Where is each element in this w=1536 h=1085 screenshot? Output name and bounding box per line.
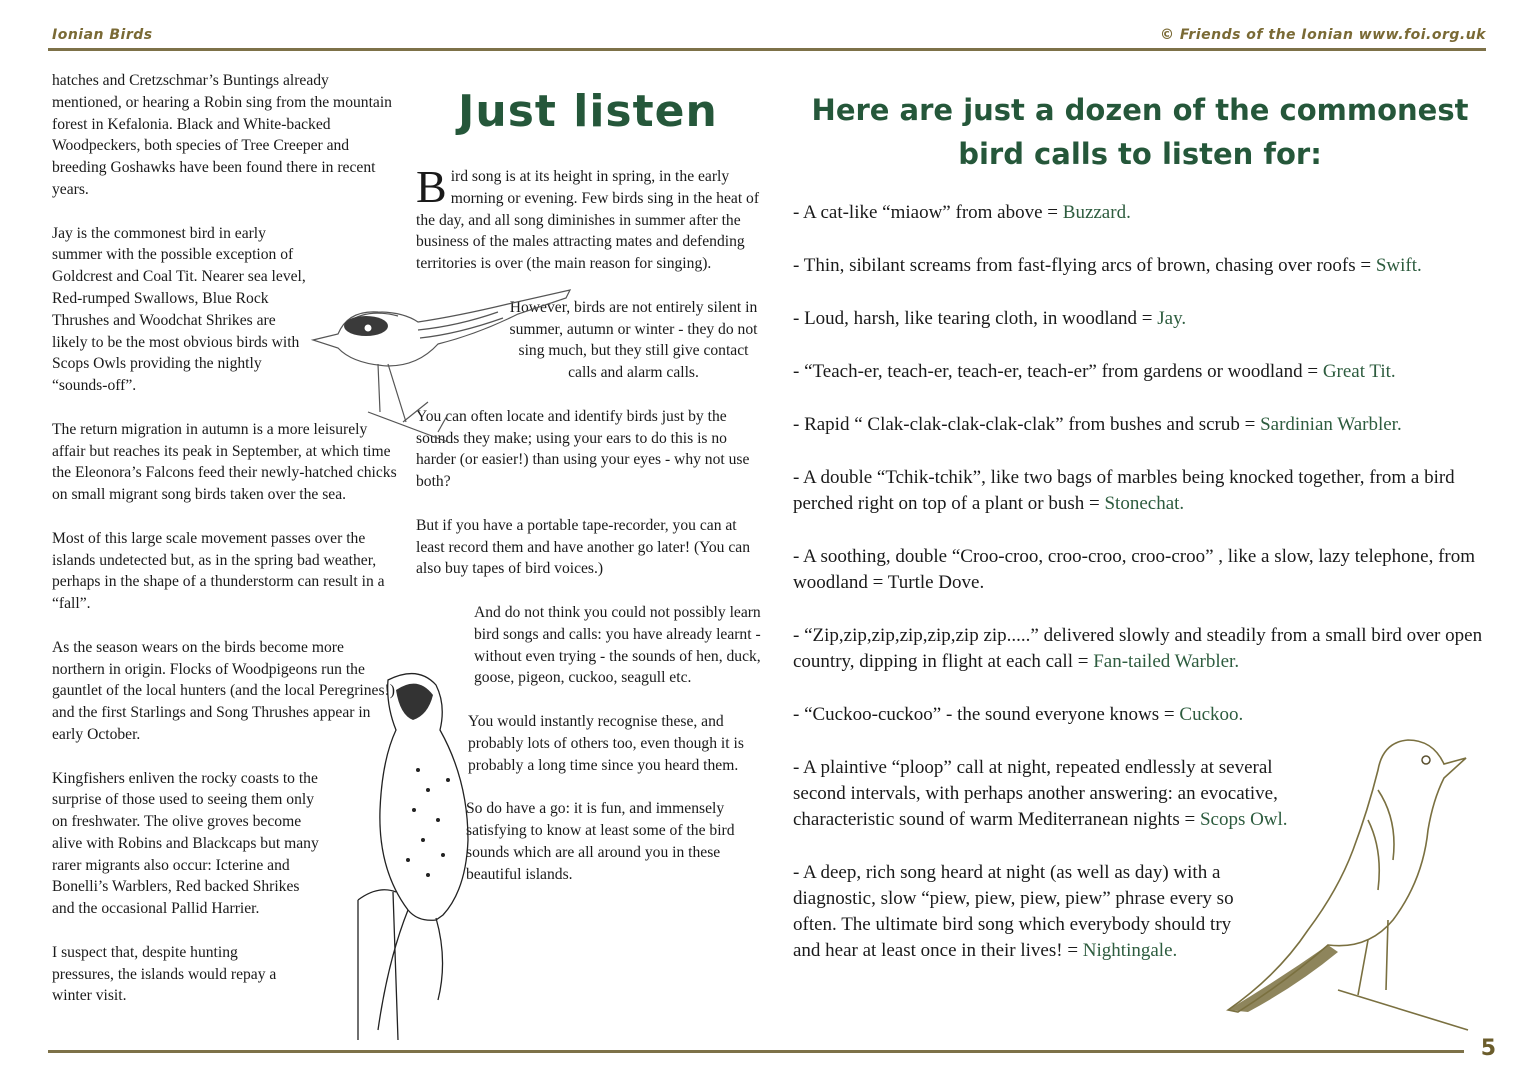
paragraph: And do not think you could not possibly learn bird songs and calls: you have already learnt - without even trying - the sounds of hen, duck, goose, pigeon, cuckoo, seagull etc. bbox=[474, 603, 761, 687]
paragraph: You can often locate and identify birds just by the sounds they make; using your ears to do this is no harder (or easier!) than using your eyes - why not use both? bbox=[416, 407, 750, 491]
call-item bbox=[793, 412, 1483, 438]
paragraph: The return migration in autumn is a more leisurely affair but reaches its peak in September, at which time the Eleonora’s Falcons feed their newly-hatched chicks on small migrant song birds taken over the sea. bbox=[52, 420, 397, 504]
nightingale-illustration bbox=[1218, 730, 1478, 1035]
paragraph: So do have a go: it is fun, and immensely satisfying to know at least some of the bird sounds which are all around you in these beautiful islands. bbox=[466, 800, 735, 883]
call-item bbox=[793, 465, 1483, 517]
top-rule bbox=[48, 48, 1486, 51]
intro-text: ird song is at its height in spring, in the early morning or evening. Few birds sing in the heat of the day, and all song diminishes in summer after the business of the males attracting mates and defending territories is over (the main reason for singing). bbox=[416, 168, 760, 273]
calls-heading: Here are just a dozen of the commonest bird calls to listen for: bbox=[811, 93, 1469, 171]
call-description: - A deep, rich song heard at night (as well as day) with a diagnostic, slow “piew, piew, piew, piew” phrase every so often. The ultimate bird song which everybody should try and hear at least once in their lives! = bbox=[793, 862, 1234, 961]
paragraph: But if you have a portable tape-recorder, you can at least record them and have another go later! (You can also buy tapes of bird voices.) bbox=[416, 516, 750, 578]
warbler-illustration bbox=[308, 282, 578, 452]
bird-name: Scops Owl. bbox=[1199, 809, 1288, 830]
page-title: Just listen bbox=[458, 86, 718, 137]
paragraph: I suspect that, despite hunting pressures, the islands would repay a winter visit. bbox=[52, 943, 277, 1005]
paragraph: Jay is the commonest bird in early summer with the possible exception of Goldcrest and Coal Tit. Nearer sea level, Red-rumped Swallows, Blue Rock Thrushes and Woodchat Shrikes are likely to be the most obvious birds with Scops Owls providing the nightly “sounds-off”. bbox=[52, 224, 306, 395]
bird-name: Swift. bbox=[1375, 255, 1422, 276]
call-description: - A cat-like “miaow” from above = bbox=[793, 202, 1063, 223]
bird-name: Sardinian Warbler. bbox=[1260, 414, 1402, 435]
call-description: - “Cuckoo-cuckoo” - the sound everyone knows = bbox=[793, 704, 1180, 725]
bird-name: Stonechat. bbox=[1104, 493, 1185, 514]
bird-name: Buzzard. bbox=[1062, 202, 1131, 223]
page-number: 5 bbox=[1480, 1036, 1496, 1061]
bottom-rule bbox=[48, 1050, 1464, 1053]
intro-paragraph bbox=[416, 161, 761, 275]
paragraph: Kingfishers enliven the rocky coasts to the surprise of those used to seeing them only on freshwater. The olive groves become alive with Robins and Blackcaps but many rarer migrants also occur: Icterine and Bonelli’s Warblers, Red backed Shrikes and the occasional Pallid Harrier. bbox=[52, 769, 319, 918]
running-header-right: © Friends of the Ionian www.foi.org.uk bbox=[1160, 27, 1486, 43]
call-description: - A plaintive “ploop” call at night, repeated endlessly at several second intervals, with perhaps another answering: an evocative, characteristic sound of warm Mediterranean nights = bbox=[793, 757, 1278, 830]
call-description: - A soothing, double “Croo-croo, croo-croo, croo-croo” , like a slow, lazy telephone, from woodland = Turtle Dove. bbox=[793, 546, 1476, 593]
kestrel-illustration bbox=[318, 660, 478, 1040]
call-description: - “Zip,zip,zip,zip,zip,zip zip.....” delivered slowly and steadily from a small bird over open country, dipping in flight at each call = bbox=[793, 625, 1483, 672]
paragraph: However, birds are not entirely silent in summer, autumn or winter - they do not sing much, but they still give contact calls and alarm calls. bbox=[509, 298, 758, 382]
bird-name: Great Tit. bbox=[1322, 361, 1396, 382]
call-description: - Loud, harsh, like tearing cloth, in woodland = bbox=[793, 308, 1158, 329]
call-description: - A double “Tchik-tchik”, like two bags of marbles being knocked together, from a bird perched right on top of a plant or bush = bbox=[793, 467, 1455, 514]
call-item bbox=[793, 623, 1483, 675]
call-item bbox=[793, 306, 1483, 332]
call-item bbox=[793, 359, 1483, 385]
bird-name: Nightingale. bbox=[1082, 940, 1178, 961]
paragraph: Most of this large scale movement passes over the islands undetected but, as in the spring bad weather, perhaps in the shape of a thunderstorm can result in a “fall”. bbox=[52, 529, 385, 613]
call-description: - Thin, sibilant screams from fast-flying arcs of brown, chasing over roofs = bbox=[793, 255, 1376, 276]
call-description: - “Teach-er, teach-er, teach-er, teach-er” from gardens or woodland = bbox=[793, 361, 1323, 382]
call-item bbox=[793, 253, 1483, 279]
call-item bbox=[793, 200, 1483, 226]
paragraph: hatches and Cretzschmar’s Buntings already mentioned, or hearing a Robin sing from the mountain forest in Kefalonia. Black and White-backed Woodpeckers, both species of Tree Creeper and breeding Goshawks have been found there in recent years. bbox=[52, 72, 392, 198]
running-header-left: Ionian Birds bbox=[52, 27, 153, 43]
paragraph: As the season wears on the birds become more northern in origin. Flocks of Woodpigeons run the gauntlet of the local hunters (and the local Peregrines!) and the first Starlings and Song Thrushes appear in early October. bbox=[52, 638, 395, 743]
call-description: - Rapid “ Clak-clak-clak-clak-clak” from bushes and scrub = bbox=[793, 414, 1261, 435]
bird-name: Jay. bbox=[1157, 308, 1187, 329]
call-item bbox=[793, 860, 1253, 964]
bird-name: Cuckoo. bbox=[1179, 704, 1244, 725]
call-item bbox=[793, 702, 1483, 728]
drop-cap: B bbox=[416, 161, 447, 212]
call-item bbox=[793, 544, 1483, 596]
bird-name: Fan-tailed Warbler. bbox=[1093, 651, 1240, 672]
paragraph: You would instantly recognise these, and probably lots of others too, even though it is probably a long time since you heard them. bbox=[468, 712, 744, 774]
